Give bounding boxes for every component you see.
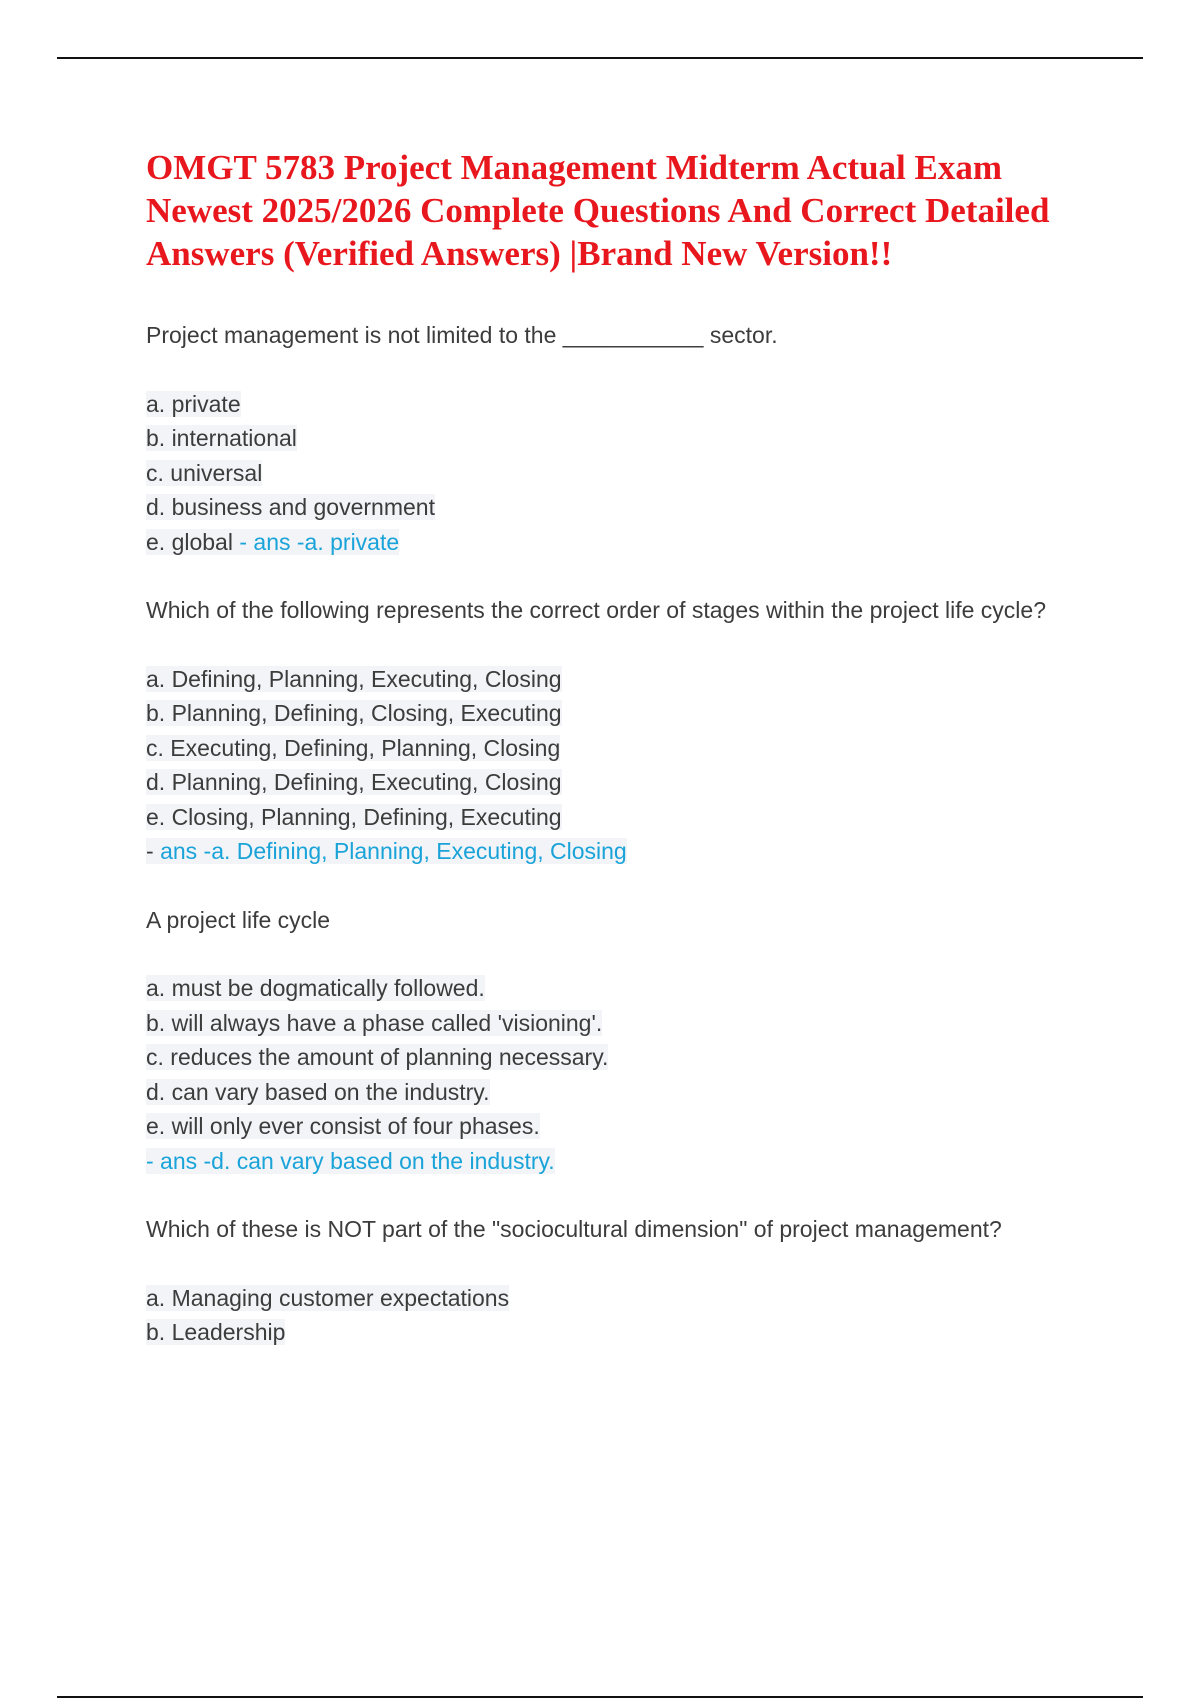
question-list xyxy=(146,318,1076,1384)
question-block xyxy=(146,1212,1076,1350)
question-block xyxy=(146,318,1076,559)
option-item: c. universal xyxy=(146,459,263,486)
answer-text: ans -a. Defining, Planning, Executing, Closing xyxy=(160,838,627,864)
option-item: b. Leadership xyxy=(146,1319,286,1345)
option-item: a. Defining, Planning, Executing, Closing xyxy=(146,665,562,692)
top-rule xyxy=(57,57,1143,59)
question-text: Which of the following represents the correct order of stages within the project life cycle? xyxy=(146,597,1046,623)
option-item: d. business and government xyxy=(146,494,435,520)
option-item: a. private xyxy=(146,390,241,417)
option-list xyxy=(146,1281,1076,1350)
bottom-rule xyxy=(57,1696,1143,1698)
answer-text: - ans -d. can vary based on the industry. xyxy=(146,1147,555,1174)
option-item: b. will always have a phase called 'visioning'. xyxy=(146,1009,603,1036)
answer-text: - ans -a. private xyxy=(239,528,400,555)
option-list xyxy=(146,971,1076,1178)
page-title: OMGT 5783 Project Management Midterm Actual Exam Newest 2025/2026 Complete Questions And Correct Detailed Answers (Verified Answers) |Brand New Version!! xyxy=(146,148,1050,273)
option-item: b. international xyxy=(146,425,297,451)
option-item: c. reduces the amount of planning necessary. xyxy=(146,1044,609,1070)
answer-line xyxy=(146,1144,1076,1179)
question-text: Which of these is NOT part of the "sociocultural dimension" of project management? xyxy=(146,1216,1002,1242)
answer-line: - ans -a. Defining, Planning, Executing, Closing xyxy=(146,838,627,864)
option-item: e. global - ans -a. private xyxy=(146,528,400,555)
option-item: b. Planning, Defining, Closing, Executing xyxy=(146,700,562,726)
option-item: d. Planning, Defining, Executing, Closing xyxy=(146,769,562,795)
option-list xyxy=(146,662,1076,869)
option-item: e. Closing, Planning, Defining, Executing xyxy=(146,803,562,830)
question-text: A project life cycle xyxy=(146,906,331,933)
question-block xyxy=(146,903,1076,1179)
option-item: a. must be dogmatically followed. xyxy=(146,975,485,1001)
option-item: a. Managing customer expectations xyxy=(146,1284,510,1311)
option-item: c. Executing, Defining, Planning, Closing xyxy=(146,734,561,761)
option-item: d. can vary based on the industry. xyxy=(146,1078,490,1105)
option-item: e. will only ever consist of four phases. xyxy=(146,1113,540,1139)
question-block xyxy=(146,593,1076,869)
question-text: Project management is not limited to the ___________ sector. xyxy=(146,322,778,348)
option-list xyxy=(146,387,1076,560)
